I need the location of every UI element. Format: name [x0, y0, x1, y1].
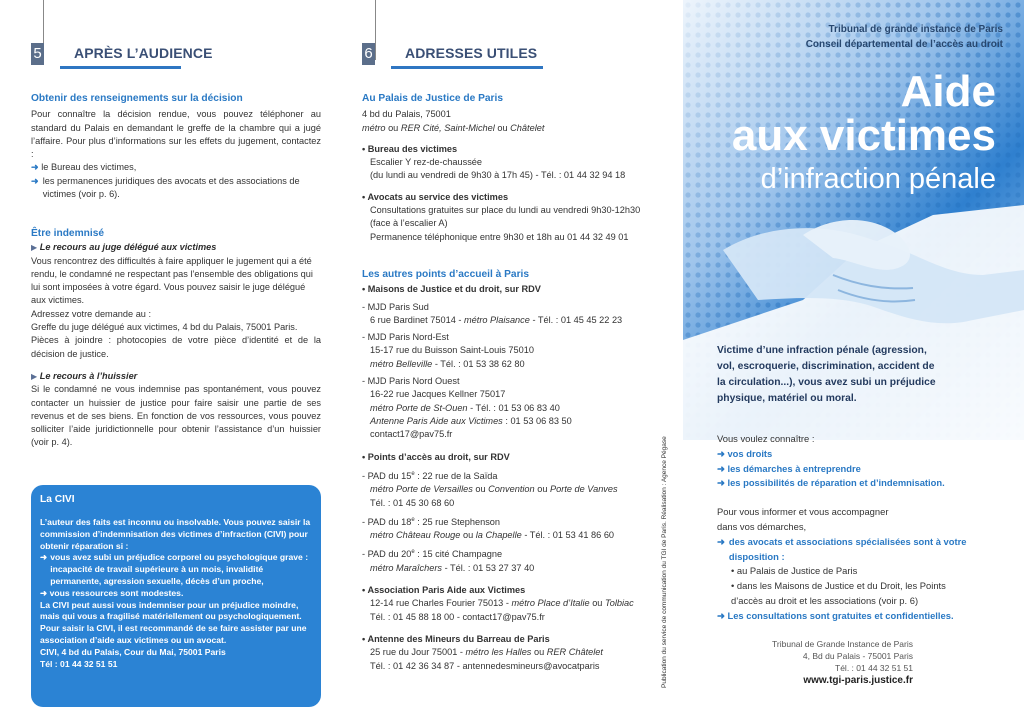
list-item	[40, 588, 316, 600]
list-item-text: Les consultations sont gratuites et confidentielles.	[727, 609, 954, 621]
detail-text: - Tél. : 01 53 41 86 60	[524, 530, 615, 541]
org-name: Conseil départemental de l’accès au droit	[805, 39, 1003, 50]
civi-text: L’auteur des faits est inconnu ou insolvable. Vous pouvez saisir la commission d’indemnisation des victimes d’infraction (CIVI) pour obtenir réparation si :	[40, 517, 311, 551]
arrow-right-icon: ➜	[31, 162, 39, 173]
footer-line: 4, Bd du Palais - 75001 Paris	[802, 651, 913, 661]
title-line: Aide	[900, 67, 996, 116]
palais-block	[362, 92, 667, 244]
address: 4 bd du Palais, 75001	[362, 109, 451, 120]
list-item	[717, 535, 1007, 565]
group-title: • Points d’accès au droit, sur RDV	[362, 451, 510, 462]
detail-text: ou	[537, 484, 548, 495]
detail-text: ou	[592, 598, 603, 609]
civi-text: La CIVI peut aussi vous indemniser pour un préjudice moindre, mais qui vous a fragilisé matériellement ou psychologiquement.	[40, 599, 302, 622]
info-text: • dans les Maisons de Justice et du Droit, les Points d’accès au droit et les associations (voir p. 6)	[731, 580, 946, 606]
detail-text: Tolbiac	[604, 598, 634, 609]
civi-box	[31, 485, 321, 707]
handshake-icon	[683, 180, 1024, 360]
place-name	[362, 546, 667, 561]
page-apres-audience	[0, 0, 341, 717]
arrow-right-icon: ➜	[717, 447, 725, 459]
info-text: Pour vous informer et vous accompagner	[717, 506, 889, 518]
paragraph: Vous rencontrez des difficultés à faire appliquer le jugement qui a été rendu, le condamné ne respectant pas l’ensemble des obligations qui lui sont imposées à votre égard. Vous pouvez saisir le juge délégué aux victimes.	[31, 255, 313, 306]
subheading: Le recours au juge délégué aux victimes	[39, 242, 217, 253]
title-line: aux victimes	[731, 111, 996, 160]
section-title: ADRESSES UTILES	[405, 45, 538, 61]
detail-text: - Tél. : 01 53 27 37 40	[444, 562, 535, 573]
heading: Au Palais de Justice de Paris	[362, 93, 503, 104]
detail-text: e	[411, 549, 415, 556]
list-item-text: les possibilités de réparation et d’indemnisation.	[727, 477, 945, 489]
org-name: Tribunal de grande instance de Paris	[828, 24, 1003, 35]
place-detail: 15-17 rue du Buisson Saint-Louis 75010	[370, 345, 534, 356]
transport-text: ou	[497, 122, 508, 133]
detail-text: métro Porte de Versailles	[370, 484, 473, 495]
place-name: - MJD Paris Sud	[362, 301, 429, 312]
place-detail: Tél. : 01 45 88 18 00 - contact17@pav75.fr	[370, 611, 545, 622]
place-detail: contact17@pav75.fr	[370, 429, 453, 440]
cover-info	[717, 432, 1007, 624]
detail-text: e	[411, 470, 415, 477]
page-adresses-utiles	[341, 0, 683, 717]
detail-text: : 01 53 06 83 50	[505, 415, 572, 426]
detail-text: Convention	[488, 484, 535, 495]
place-detail: Tél. : 01 45 30 68 60	[370, 497, 455, 508]
detail-text: métro Château Rouge	[370, 530, 461, 541]
transport-text: métro	[362, 122, 386, 133]
website-link[interactable]: www.tgi-paris.justice.fr	[803, 675, 913, 686]
place-detail	[362, 483, 667, 496]
civi-body	[40, 517, 316, 670]
subheading: Le recours à l’huissier	[39, 370, 138, 381]
detail-text: : 25 rue Stephenson	[417, 516, 501, 527]
detail-text: ou	[475, 484, 486, 495]
group-title: • Association Paris Aide aux Victimes	[362, 585, 526, 596]
place-detail	[362, 562, 667, 575]
list-item	[717, 609, 1007, 624]
civi-text: vous ressources sont modestes.	[49, 587, 184, 598]
detail-text: Antenne Paris Aide aux Victimes	[370, 415, 503, 426]
detail-text: métro Place d’Italie	[511, 598, 590, 609]
list-item	[40, 552, 316, 587]
paragraph: Si le condamné ne vous indemnise pas spontanément, vous pouvez contacter un huissier de justice pour faire saisir une partie de ses revenus et de ses biens. En fonction de vos ressources, vous pouvez solliciter l’aide juridictionnelle pour obtenir l’assistance d’un huissier (voir p. 4).	[31, 384, 321, 448]
title-underline	[391, 66, 543, 69]
paragraph: Greffe du juge délégué aux victimes, 4 bd du Palais, 75001 Paris.	[31, 322, 298, 333]
civi-title: La CIVI	[40, 494, 75, 505]
detail: Permanence téléphonique entre 9h30 et 18h au 01 44 32 49 01	[370, 231, 629, 242]
detail-text: : 15 cité Champagne	[417, 549, 503, 560]
detail: Escalier Y rez-de-chaussée	[370, 157, 483, 168]
detail-text: métro Porte de St-Ouen	[370, 402, 468, 413]
group-label: Association Paris Aide aux Victimes	[367, 585, 526, 596]
group-label: Maisons de Justice et du droit, sur RDV	[367, 284, 541, 295]
service-name: • Avocats au service des victimes	[362, 191, 509, 202]
civi-address: CIVI, 4 bd du Palais, Cour du Mai, 75001 Paris	[40, 646, 226, 657]
detail-text: : 22 rue de la Saïda	[417, 470, 498, 481]
place-name	[362, 468, 667, 483]
detail-text: RER Châtelet	[546, 647, 603, 658]
service-name: • Bureau des victimes	[362, 143, 458, 154]
detail-text: - PAD du 15	[362, 470, 412, 481]
list-item-text: le Bureau des victimes,	[41, 162, 137, 173]
info-text: Vous voulez connaître :	[717, 433, 815, 444]
triangle-right-icon: ▶	[31, 371, 38, 381]
place-detail	[362, 597, 667, 610]
place-name	[362, 514, 667, 529]
service-label: Bureau des victimes	[367, 143, 458, 154]
detail-text: métro Maraîchers	[370, 562, 442, 573]
detail-text: - Tél. : 01 53 06 83 40	[470, 402, 560, 413]
civi-text: Pour saisir la CIVI, il est recommandé de se faire assister par une association d’aide aux victimes ou un avocat.	[40, 623, 307, 645]
civi-phone: Tél : 01 44 32 51 51	[40, 658, 118, 669]
heading: Être indemnisé	[31, 228, 105, 239]
group-title: • Maisons de Justice et du droit, sur RDV	[362, 284, 541, 295]
cover-title	[731, 67, 996, 160]
detail-text: métro Belleville	[370, 358, 433, 369]
arrow-right-icon: ➜	[717, 477, 725, 489]
list-item	[717, 476, 1007, 491]
renseignements-block	[31, 92, 321, 201]
place-name: - MJD Paris Nord-Est	[362, 332, 449, 343]
detail-text: Porte de Vanves	[550, 484, 618, 495]
list-item-text: vos droits	[727, 447, 773, 459]
arrow-right-icon: ➜	[40, 587, 48, 598]
detail-text: 25 rue du Jour 75001 -	[370, 647, 463, 658]
transport-text: Châtelet	[510, 122, 545, 133]
footer-line: Tribunal de Grande Instance de Paris	[772, 639, 913, 649]
paragraph: Pièces à joindre : photocopies de votre pièce d’identité et de la décision de justice.	[31, 335, 321, 359]
detail-text: 12-14 rue Charles Fourier 75013 -	[370, 598, 509, 609]
place-detail	[362, 314, 667, 327]
info-text: • au Palais de Justice de Paris	[731, 565, 858, 577]
detail-text: e	[411, 516, 415, 523]
list-item-text: des avocats et associations spécialisées sont à votre disposition :	[728, 535, 967, 562]
detail-text: - Tél. : 01 45 45 22 23	[532, 314, 623, 325]
section-number: 5	[31, 43, 44, 65]
paragraph: Pour connaître la décision rendue, vous pouvez téléphoner au standard du Palais en demandant le greffe de la chambre qui a jugé l’affaire. Pour plus d’informations sur les effets du jugement, contactez :	[31, 109, 321, 160]
group-title: • Antenne des Mineurs du Barreau de Paris	[362, 634, 550, 645]
arrow-right-icon: ➜	[31, 175, 39, 186]
info-text: dans vos démarches,	[717, 520, 807, 532]
detail-text: - PAD du 20	[362, 549, 412, 560]
org-names	[683, 22, 1003, 52]
transport-text: RER Cité, Saint-Michel	[400, 122, 495, 133]
divider-line	[375, 0, 376, 60]
place-detail: Tél. : 01 42 36 34 87 - antennedesmineurs@avocatparis	[370, 660, 600, 671]
place-name: - MJD Paris Nord Ouest	[362, 376, 460, 387]
section-number: 6	[362, 43, 375, 65]
section-title: APRÈS L’AUDIENCE	[74, 45, 213, 61]
service-label: Avocats au service des victimes	[367, 191, 509, 202]
intro-text: Victime d’une infraction pénale (agression, vol, escroquerie, discrimination, accident de la circulation...), vous avez subi un préjudice physique, matériel ou moral.	[717, 345, 936, 404]
place-detail	[362, 415, 667, 428]
footer-line: Tél. : 01 44 32 51 51	[835, 663, 913, 673]
group-label: Points d’accès au droit, sur RDV	[367, 451, 510, 462]
place-detail	[362, 529, 667, 542]
title-underline	[60, 66, 181, 69]
triangle-right-icon: ▶	[31, 243, 38, 253]
detail: (du lundi au vendredi de 9h30 à 17h 45) - Tél. : 01 44 32 94 18	[370, 170, 626, 181]
arrow-right-icon: ➜	[717, 535, 725, 547]
group-label: Antenne des Mineurs du Barreau de Paris	[367, 634, 550, 645]
place-detail	[362, 646, 667, 659]
vertical-credit: Publication du service de communication du TGI de Paris. Réalisation : Agence Pégase	[661, 436, 668, 688]
autres-points-block	[362, 268, 667, 673]
list-item	[31, 161, 321, 174]
list-item	[717, 462, 1007, 477]
detail-text: la Chapelle	[475, 530, 522, 541]
detail: Consultations gratuites sur place du lundi au vendredi 9h30-12h30	[370, 205, 641, 216]
place-detail	[362, 402, 667, 415]
arrow-right-icon: ➜	[40, 552, 48, 563]
detail-text: ou	[462, 530, 474, 541]
indemnise-block	[31, 227, 321, 450]
arrow-right-icon: ➜	[717, 609, 725, 621]
list-item-text: les démarches à entreprendre	[727, 462, 861, 474]
detail-text: 6 rue Bardinet 75014 -	[370, 314, 462, 325]
transport-text: ou	[388, 122, 399, 133]
list-item-text: les permanences juridiques des avocats et des associations de victimes (voir p. 6).	[42, 175, 300, 200]
transport	[362, 122, 667, 135]
heading: Obtenir des renseignements sur la décision	[31, 93, 243, 104]
detail-text: métro Plaisance	[464, 314, 530, 325]
detail-text: métro les Halles	[465, 647, 532, 658]
place-detail: 16-22 rue Jacques Kellner 75017	[370, 389, 506, 400]
paragraph: Adressez votre demande au :	[31, 308, 152, 319]
list-item	[31, 175, 321, 202]
detail-text: ou	[533, 647, 545, 658]
detail-text: - Tél. : 01 53 38 62 80	[434, 358, 525, 369]
place-detail	[362, 358, 667, 371]
arrow-right-icon: ➜	[717, 462, 725, 474]
heading: Les autres points d’accueil à Paris	[362, 269, 530, 280]
detail: (face à l’escalier A)	[370, 218, 448, 229]
civi-text: vous avez subi un préjudice corporel ou psychologique grave : incapacité de travail supérieure à un mois, invalidité permanente, agression sexuelle, décès d’un proche,	[50, 552, 309, 586]
detail-text: - PAD du 18	[362, 516, 412, 527]
cover-subtitle: d’infraction pénale	[760, 163, 996, 195]
list-item	[717, 447, 1007, 462]
cover-footer	[683, 638, 913, 687]
